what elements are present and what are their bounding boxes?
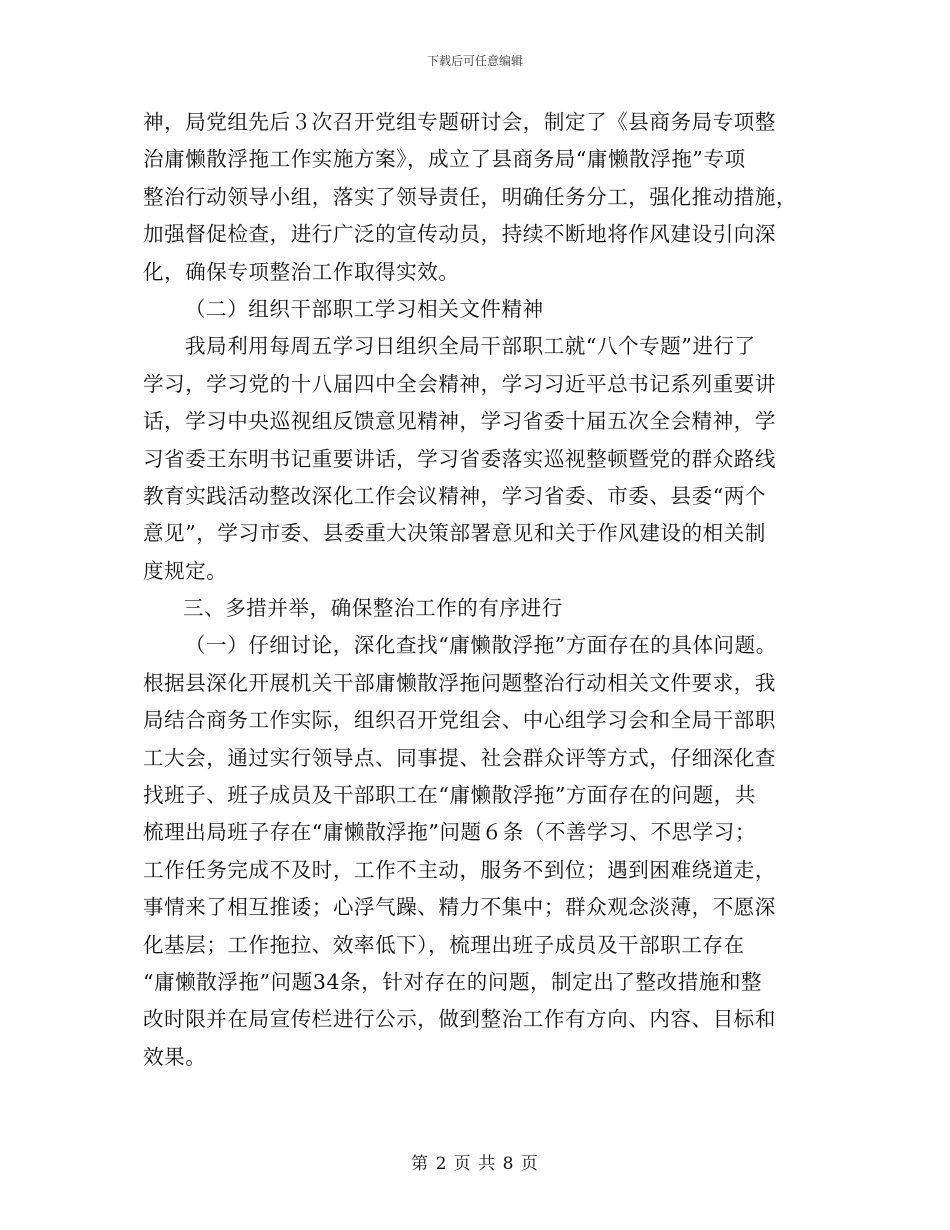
text-line: 习省委王东明书记重要讲话，学习省委落实巡视整顿暨党的群众路线 bbox=[143, 446, 776, 471]
text-line: 局结合商务工作实际，组织召开党组会、中心组学习会和全局干部职 bbox=[143, 708, 776, 733]
section-heading: 三、多措并举，确保整治工作的有序进行 bbox=[183, 596, 563, 621]
text-line: 意见”，学习市委、县委重大决策部署意见和关于作风建设的相关制 bbox=[143, 521, 766, 546]
text-line: 梳理出局班子存在“庸懒散浮拖”问题６条（不善学习、不思学习； bbox=[143, 820, 756, 845]
text-line: 改时限并在局宣传栏进行公示，做到整治工作有方向、内容、目标和 bbox=[143, 1007, 776, 1032]
text-line: 事情来了相互推诿；心浮气躁、精力不集中；群众观念淡薄，不愿深 bbox=[143, 895, 776, 920]
text-line: 教育实践活动整改深化工作会议精神，学习省委、市委、县委“两个 bbox=[143, 483, 766, 508]
text-line: 效果。 bbox=[143, 1044, 207, 1069]
text-line: 化，确保专项整治工作取得实效。 bbox=[143, 259, 460, 284]
text-line: 话，学习中央巡视组反馈意见精神，学习省委十届五次全会精神，学 bbox=[143, 409, 776, 434]
text-line: 化基层；工作拖拉、效率低下），梳理出班子成员及干部职工存在 bbox=[143, 932, 745, 957]
page-header: 下载后可任意编辑 bbox=[426, 54, 523, 68]
text-line: 工大会，通过实行领导点、同事提、社会群众评等方式，仔细深化查 bbox=[143, 745, 776, 770]
text-line: 加强督促检查，进行广泛的宣传动员，持续不断地将作风建设引向深 bbox=[143, 222, 776, 247]
document-body bbox=[143, 104, 823, 1076]
text-line: 找班子、班子成员及干部职工在“庸懒散浮拖”方面存在的问题，共 bbox=[143, 783, 756, 808]
text-line: 工作任务完成不及时，工作不主动，服务不到位；遇到困难绕道走， bbox=[143, 857, 776, 882]
text-line: 整治行动领导小组，落实了领导责任，明确任务分工，强化推动措施， bbox=[143, 184, 798, 209]
text-line: 度规定。 bbox=[143, 558, 228, 583]
page-number: 第 2 页 共 8 页 bbox=[411, 1154, 539, 1174]
text-line: 学习，学习党的十八届四中全会精神，学习习近平总书记系列重要讲 bbox=[143, 371, 776, 396]
text-line: 神，局党组先后３次召开党组专题研讨会，制定了《县商务局专项整 bbox=[143, 110, 776, 134]
text-line: （一）仔细讨论，深化查找“庸懒散浮拖”方面存在的具体问题。 bbox=[185, 633, 777, 658]
text-line: 治庸懒散浮拖工作实施方案》，成立了县商务局“庸懒散浮拖”专项 bbox=[143, 147, 746, 172]
text-line: 根据县深化开展机关干部庸懒散浮拖问题整治行动相关文件要求，我 bbox=[143, 670, 776, 695]
section-heading: （二）组织干部职工学习相关文件精神 bbox=[185, 296, 544, 321]
text-line: “庸懒散浮拖”问题34条，针对存在的问题，制定出了整改措施和整 bbox=[143, 969, 763, 994]
text-line: 我局利用每周五学习日组织全局干部职工就“八个专题”进行了 bbox=[185, 334, 756, 359]
